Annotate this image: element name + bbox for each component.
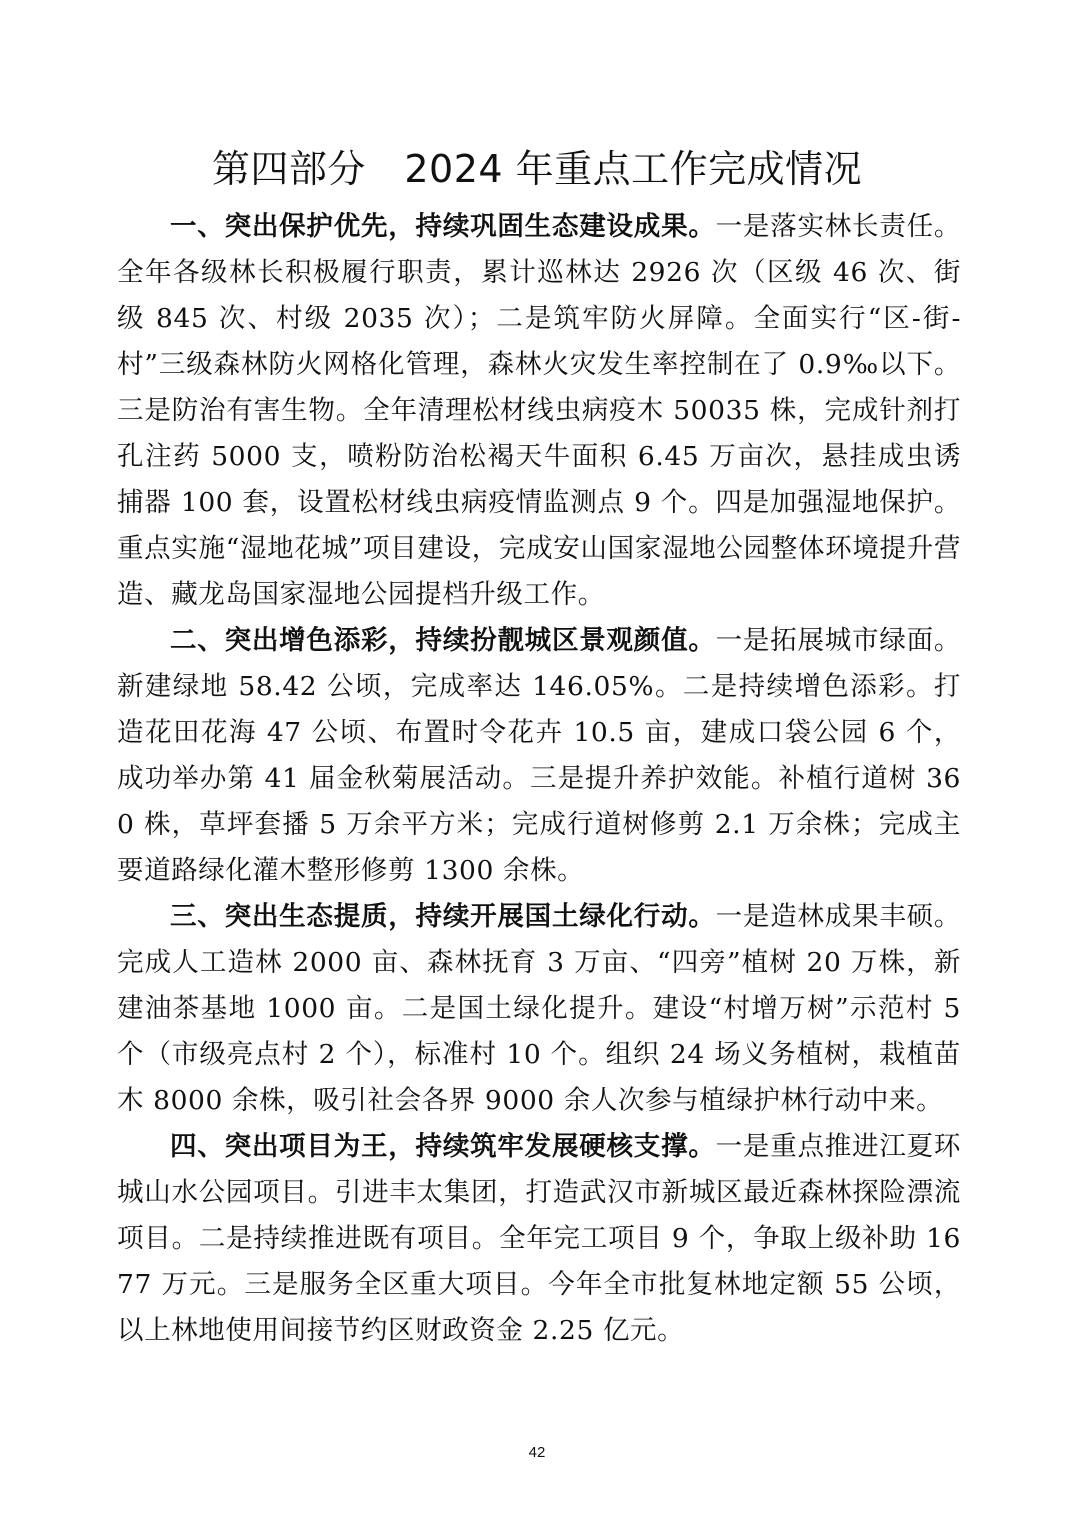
section-heading-1: 一、突出保护优先，持续巩固生态建设成果。	[170, 211, 716, 242]
body-text	[117, 204, 961, 1354]
section-heading-4: 四、突出项目为王，持续筑牢发展硬核支撑。	[170, 1131, 716, 1162]
section-paragraph-3	[117, 894, 961, 1124]
page-title: 第四部分 2024 年重点工作完成情况	[211, 147, 863, 192]
section-text-4: 一是重点推进江夏环城山水公园项目。引进丰太集团，打造武汉市新城区最近森林探险漂流项目。二是持续推进既有项目。全年完工项目 9 个，争取上级补助 1677 万元。三是服务全区重大项目。今年全市批复林地定额 55 公顷，以上林地使用间接节约区财政资金 2.25 亿元。	[117, 1131, 961, 1346]
section-text-2: 一是拓展城市绿面。新建绿地 58.42 公顷，完成率达 146.05%。二是持续增色添彩。打造花田花海 47 公顷、布置时令花卉 10.5 亩，建成口袋公园 6 个，成功举办第 41 届金秋菊展活动。三是提升养护效能。补植行道树 360 株，草坪套播 5 万余平方米；完成行道树修剪 2.1 万余株；完成主要道路绿化灌木整形修剪 1300 余株。	[117, 625, 961, 886]
section-paragraph-1	[117, 204, 961, 618]
page-number: 42	[528, 1444, 546, 1461]
section-heading-2: 二、突出增色添彩，持续扮靓城区景观颜值。	[170, 625, 716, 656]
section-paragraph-2	[117, 618, 961, 894]
section-text-3: 一是造林成果丰硕。完成人工造林 2000 亩、森林抚育 3 万亩、“四旁”植树 20 万株，新建油茶基地 1000 亩。二是国土绿化提升。建设“村增万树”示范村 5 个（市级亮点村 2 个），标准村 10 个。组织 24 场义务植树，栽植苗木 8000 余株，吸引社会各界 9000 余人次参与植绿护林行动中来。	[117, 901, 961, 1116]
section-heading-3: 三、突出生态提质，持续开展国土绿化行动。	[170, 901, 716, 932]
section-paragraph-4	[117, 1124, 961, 1354]
section-text-1: 一是落实林长责任。全年各级林长积极履行职责，累计巡林达 2926 次（区级 46 次、街级 845 次、村级 2035 次）；二是筑牢防火屏障。全面实行“区-街-村”三级森林防火网格化管理，森林火灾发生率控制在了 0.9‰以下。三是防治有害生物。全年清理松材线虫病疫木 50035 株，完成针剂打孔注药 5000 支，喷粉防治松褐天牛面积 6.45 万亩次，悬挂成虫诱捕器 100 套，设置松材线虫病疫情监测点 9 个。四是加强湿地保护。重点实施“湿地花城”项目建设，完成安山国家湿地公园整体环境提升营造、藏龙岛国家湿地公园提档升级工作。	[117, 211, 961, 610]
